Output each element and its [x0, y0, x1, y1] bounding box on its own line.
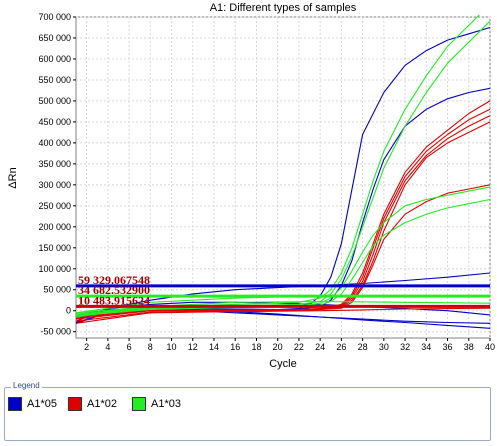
x-tick-label: 40: [484, 342, 496, 352]
legend-item-a1-05: [8, 396, 57, 412]
y-tick-label: 100 000: [38, 263, 71, 274]
x-tick-label: 28: [357, 342, 368, 352]
x-axis-title: Cycle: [269, 358, 297, 370]
x-tick-label: 8: [147, 342, 153, 352]
threshold-label-a1-02: 10 483.915624: [78, 293, 150, 308]
x-axis-ticks: [84, 338, 495, 352]
y-tick-label: 0: [65, 305, 71, 316]
x-tick-label: 4: [105, 342, 111, 352]
y-tick-label: 450 000: [38, 116, 71, 127]
y-tick-label: 300 000: [38, 179, 71, 190]
threshold-label-a1-05: 59 329.067548: [78, 272, 150, 287]
x-tick-label: 14: [208, 342, 220, 352]
x-tick-label: 18: [251, 342, 262, 352]
x-tick-label: 38: [463, 342, 474, 352]
legend-label-a1-02: A1*02: [87, 398, 117, 410]
x-tick-label: 6: [126, 342, 132, 352]
x-tick-label: 34: [421, 342, 432, 352]
y-axis-ticks: [38, 12, 76, 337]
x-tick-label: 12: [187, 342, 198, 352]
y-axis-title: ΔRn: [7, 167, 19, 189]
y-tick-label: 500 000: [38, 95, 71, 106]
x-tick-label: 10: [166, 342, 177, 352]
legend-label-a1-03: A1*03: [151, 398, 181, 410]
y-tick-label: 650 000: [38, 32, 71, 43]
legend-swatch-a1-03: [132, 397, 146, 411]
y-tick-label: 150 000: [38, 242, 71, 253]
y-tick-label: -50 000: [40, 326, 71, 337]
legend: [4, 381, 491, 441]
y-tick-label: 350 000: [38, 158, 71, 169]
x-tick-label: 32: [400, 342, 411, 352]
y-tick-label: 400 000: [38, 137, 71, 148]
y-tick-label: 50 000: [43, 284, 71, 295]
legend-label-a1-05: A1*05: [27, 398, 57, 410]
y-tick-label: 700 000: [38, 12, 71, 22]
legend-item-a1-03: [132, 396, 181, 412]
x-tick-label: 20: [272, 342, 283, 352]
x-tick-label: 26: [336, 342, 347, 352]
threshold-label-a1-03: 34 682.532900: [78, 283, 150, 298]
x-tick-label: 36: [442, 342, 453, 352]
x-tick-label: 22: [293, 342, 304, 352]
legend-title: Legend: [13, 381, 40, 390]
y-tick-label: 550 000: [38, 74, 71, 85]
x-tick-label: 2: [84, 342, 90, 352]
y-tick-label: 250 000: [38, 200, 71, 211]
x-tick-label: 30: [378, 342, 389, 352]
legend-swatch-a1-02: [68, 397, 82, 411]
x-tick-label: 24: [315, 342, 326, 352]
legend-swatch-a1-05: [8, 397, 22, 411]
chart-title: A1: Different types of samples: [209, 2, 357, 14]
legend-item-a1-02: [68, 396, 117, 412]
x-tick-label: 16: [230, 342, 241, 352]
y-tick-label: 600 000: [38, 53, 71, 64]
y-tick-label: 200 000: [38, 221, 71, 232]
